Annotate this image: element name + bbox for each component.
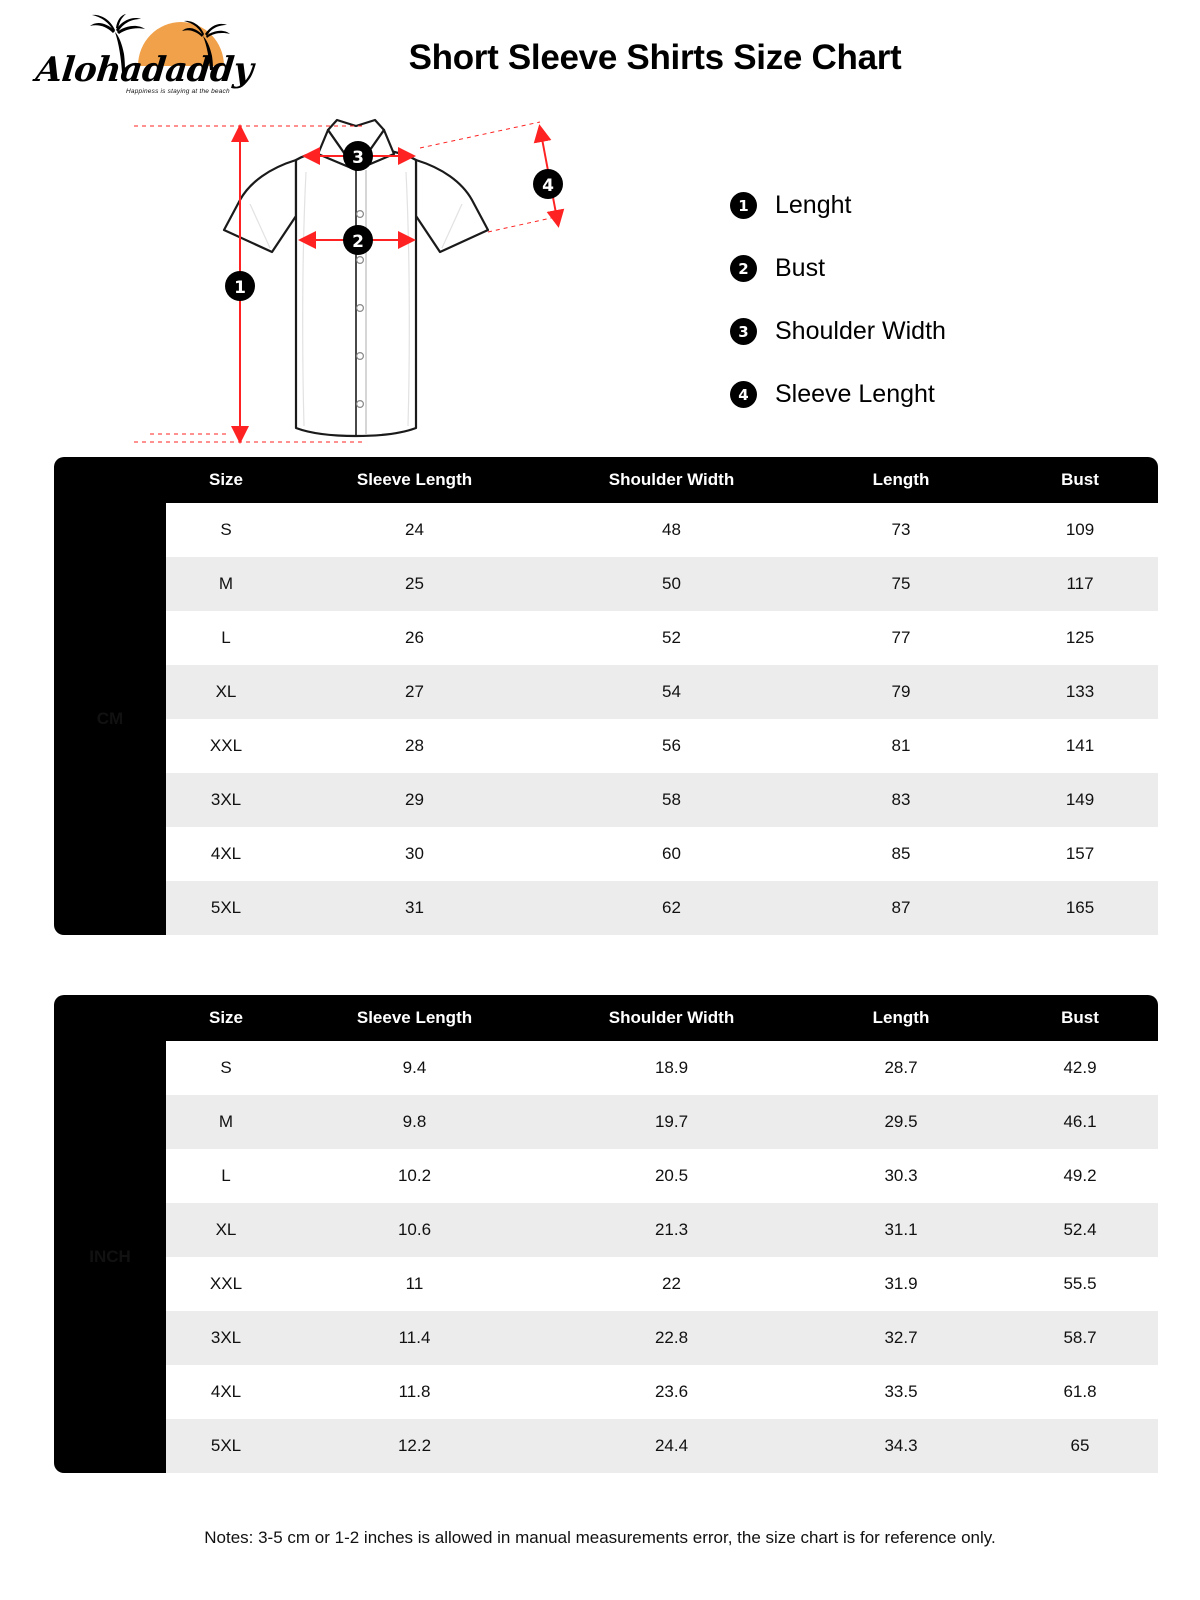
- brand-name: Alohadaddy: [33, 50, 255, 90]
- col-header-length: Length: [800, 457, 1002, 503]
- cell-bust: 61.8: [1002, 1365, 1158, 1419]
- table-row: [54, 1311, 1158, 1365]
- cell-bust: 65: [1002, 1419, 1158, 1473]
- cell-length: 32.7: [800, 1311, 1002, 1365]
- cell-size: S: [166, 1041, 286, 1095]
- cell-shoulder: 58: [543, 773, 800, 827]
- cm-table-block: [54, 457, 1146, 935]
- cell-shoulder: 22.8: [543, 1311, 800, 1365]
- cell-bust: 141: [1002, 719, 1158, 773]
- cell-sleeve: 11: [286, 1257, 543, 1311]
- cell-shoulder: 56: [543, 719, 800, 773]
- table-row: [54, 719, 1158, 773]
- cell-size: M: [166, 1095, 286, 1149]
- legend-item-length: [730, 174, 1130, 237]
- cell-shoulder: 19.7: [543, 1095, 800, 1149]
- cell-size: 3XL: [166, 773, 286, 827]
- table-header-row: [54, 457, 1158, 503]
- cell-sleeve: 10.6: [286, 1203, 543, 1257]
- cell-bust: 117: [1002, 557, 1158, 611]
- cell-bust: 49.2: [1002, 1149, 1158, 1203]
- cell-size: XXL: [166, 1257, 286, 1311]
- svg-text:4: 4: [542, 176, 554, 196]
- table-row: [54, 881, 1158, 935]
- cell-shoulder: 48: [543, 503, 800, 557]
- cell-bust: 157: [1002, 827, 1158, 881]
- cell-shoulder: 18.9: [543, 1041, 800, 1095]
- col-header-shoulder-width: Shoulder Width: [543, 995, 800, 1041]
- cell-length: 77: [800, 611, 1002, 665]
- table-row: [54, 665, 1158, 719]
- cell-sleeve: 24: [286, 503, 543, 557]
- legend: [730, 174, 1130, 426]
- inch-table-block: [54, 995, 1146, 1473]
- table-row: [54, 773, 1158, 827]
- table-row: [54, 827, 1158, 881]
- table-row: [54, 1419, 1158, 1473]
- badge-4: 4: [730, 381, 757, 408]
- legend-item-bust: [730, 237, 1130, 300]
- unit-cell-cm: CM: [54, 503, 166, 935]
- cell-shoulder: 52: [543, 611, 800, 665]
- size-table-inch: [54, 995, 1158, 1473]
- cell-bust: 165: [1002, 881, 1158, 935]
- cell-size: 5XL: [166, 881, 286, 935]
- cell-size: XXL: [166, 719, 286, 773]
- page-header: [0, 0, 1200, 112]
- size-table-cm: [54, 457, 1158, 935]
- cell-shoulder: 62: [543, 881, 800, 935]
- cell-sleeve: 9.8: [286, 1095, 543, 1149]
- col-header-sleeve-length: Sleeve Length: [286, 457, 543, 503]
- col-header-bust: Bust: [1002, 457, 1158, 503]
- svg-text:2: 2: [352, 232, 364, 252]
- cell-sleeve: 28: [286, 719, 543, 773]
- unit-cell-inch: INCH: [54, 1041, 166, 1473]
- cell-shoulder: 22: [543, 1257, 800, 1311]
- cell-bust: 125: [1002, 611, 1158, 665]
- col-header-size: Size: [166, 995, 286, 1041]
- svg-text:1: 1: [234, 278, 246, 298]
- unit-header-cm: [54, 457, 166, 503]
- table-row: [54, 557, 1158, 611]
- table-row: [54, 1095, 1158, 1149]
- cell-size: XL: [166, 1203, 286, 1257]
- cell-length: 79: [800, 665, 1002, 719]
- cell-length: 81: [800, 719, 1002, 773]
- cell-shoulder: 50: [543, 557, 800, 611]
- legend-item-shoulder-width: [730, 300, 1130, 363]
- cell-size: 3XL: [166, 1311, 286, 1365]
- cell-shoulder: 54: [543, 665, 800, 719]
- cell-length: 31.9: [800, 1257, 1002, 1311]
- cell-sleeve: 26: [286, 611, 543, 665]
- table-row: [54, 1149, 1158, 1203]
- cell-length: 73: [800, 503, 1002, 557]
- badge-1: 1: [730, 192, 757, 219]
- cell-bust: 52.4: [1002, 1203, 1158, 1257]
- table-row: [54, 503, 1158, 557]
- svg-text:3: 3: [352, 148, 364, 168]
- cell-length: 87: [800, 881, 1002, 935]
- legend-label-sleeve-length: Sleeve Lenght: [775, 380, 935, 408]
- table-row: [54, 1257, 1158, 1311]
- cell-length: 83: [800, 773, 1002, 827]
- table-header-row: [54, 995, 1158, 1041]
- footer-notes: Notes: 3-5 cm or 1-2 inches is allowed in manual measurements error, the size chart is for reference only.: [204, 1528, 996, 1547]
- cell-shoulder: 23.6: [543, 1365, 800, 1419]
- cell-bust: 46.1: [1002, 1095, 1158, 1149]
- legend-label-shoulder-width: Shoulder Width: [775, 317, 946, 345]
- col-header-bust: Bust: [1002, 995, 1158, 1041]
- table-spacer: [0, 935, 1200, 995]
- badge-2: 2: [730, 255, 757, 282]
- col-header-size: Size: [166, 457, 286, 503]
- cell-sleeve: 25: [286, 557, 543, 611]
- brand-tagline: Happiness is staying at the beach: [126, 88, 230, 95]
- cell-sleeve: 29: [286, 773, 543, 827]
- legend-item-sleeve-length: [730, 363, 1130, 426]
- cell-size: 4XL: [166, 827, 286, 881]
- cell-bust: 109: [1002, 503, 1158, 557]
- legend-label-length: Lenght: [775, 191, 852, 219]
- cell-size: L: [166, 611, 286, 665]
- col-header-shoulder-width: Shoulder Width: [543, 457, 800, 503]
- cell-shoulder: 24.4: [543, 1419, 800, 1473]
- table-row: [54, 1365, 1158, 1419]
- cell-length: 85: [800, 827, 1002, 881]
- cell-size: S: [166, 503, 286, 557]
- cell-bust: 58.7: [1002, 1311, 1158, 1365]
- cell-length: 34.3: [800, 1419, 1002, 1473]
- cell-sleeve: 11.8: [286, 1365, 543, 1419]
- cell-sleeve: 31: [286, 881, 543, 935]
- cell-bust: 149: [1002, 773, 1158, 827]
- shirt-diagram: [120, 112, 600, 457]
- cell-size: M: [166, 557, 286, 611]
- cell-bust: 133: [1002, 665, 1158, 719]
- cell-length: 75: [800, 557, 1002, 611]
- table-row: [54, 611, 1158, 665]
- cell-sleeve: 30: [286, 827, 543, 881]
- cell-shoulder: 21.3: [543, 1203, 800, 1257]
- measurement-diagram-section: [0, 112, 1200, 457]
- cell-length: 33.5: [800, 1365, 1002, 1419]
- cell-shoulder: 20.5: [543, 1149, 800, 1203]
- cell-size: 5XL: [166, 1419, 286, 1473]
- cell-sleeve: 10.2: [286, 1149, 543, 1203]
- col-header-sleeve-length: Sleeve Length: [286, 995, 543, 1041]
- cell-size: XL: [166, 665, 286, 719]
- cell-length: 31.1: [800, 1203, 1002, 1257]
- cell-sleeve: 9.4: [286, 1041, 543, 1095]
- cell-size: L: [166, 1149, 286, 1203]
- cell-shoulder: 60: [543, 827, 800, 881]
- col-header-length: Length: [800, 995, 1002, 1041]
- legend-label-bust: Bust: [775, 254, 826, 282]
- table-row: [54, 1041, 1158, 1095]
- table-row: [54, 1203, 1158, 1257]
- cell-sleeve: 27: [286, 665, 543, 719]
- cell-length: 28.7: [800, 1041, 1002, 1095]
- unit-header-inch: [54, 995, 166, 1041]
- badge-3: 3: [730, 318, 757, 345]
- page-title: Short Sleeve Shirts Size Chart: [408, 38, 902, 77]
- cell-size: 4XL: [166, 1365, 286, 1419]
- cell-length: 29.5: [800, 1095, 1002, 1149]
- cell-sleeve: 12.2: [286, 1419, 543, 1473]
- cell-bust: 55.5: [1002, 1257, 1158, 1311]
- cell-sleeve: 11.4: [286, 1311, 543, 1365]
- cell-bust: 42.9: [1002, 1041, 1158, 1095]
- cell-length: 30.3: [800, 1149, 1002, 1203]
